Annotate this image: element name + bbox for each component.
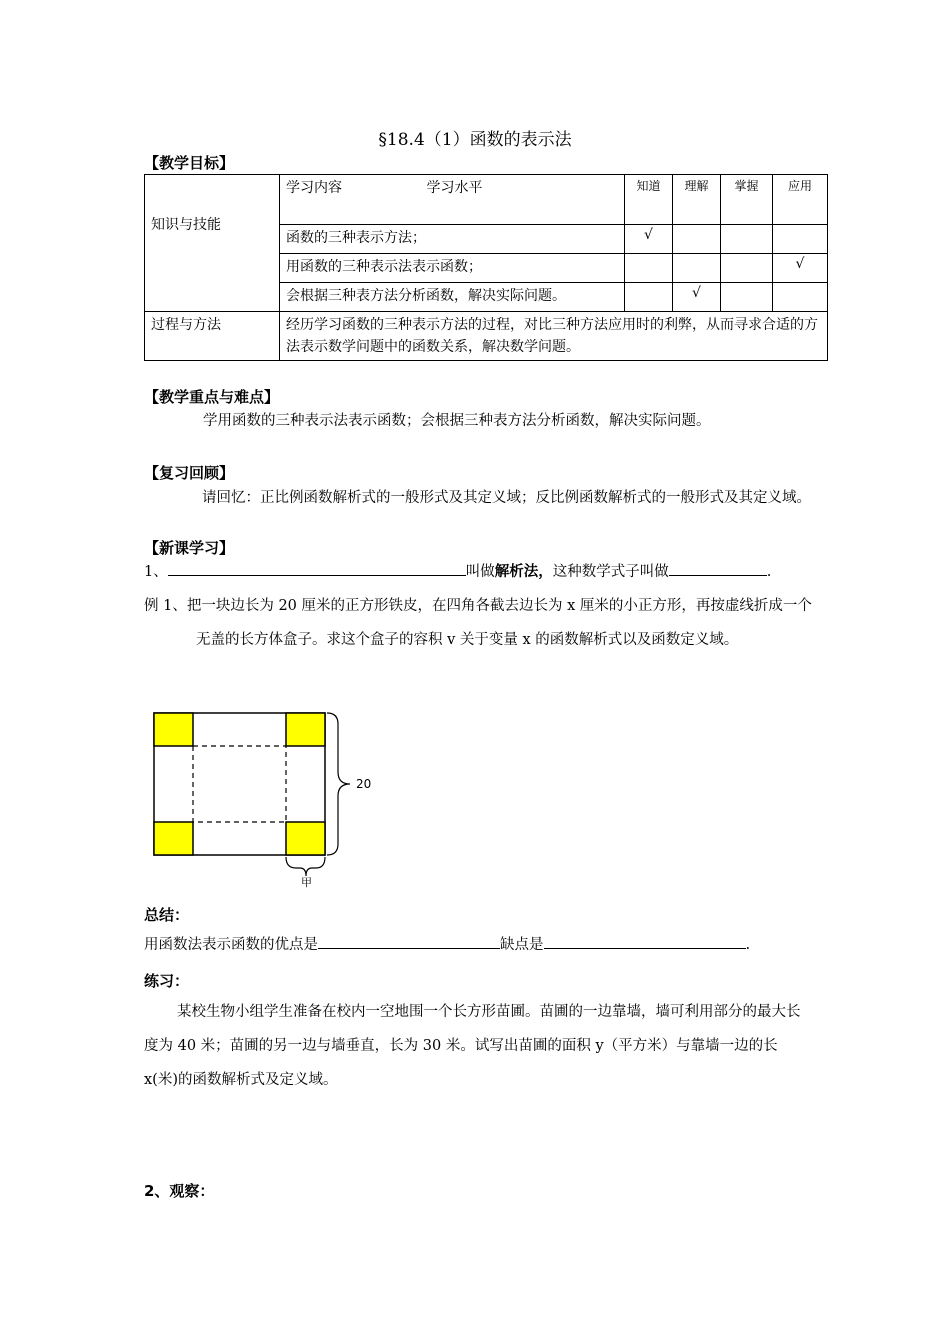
corner-square-tl — [154, 713, 193, 746]
label-20: 20 — [356, 777, 372, 791]
item1-number: 1、 — [144, 564, 168, 580]
header-cell — [280, 175, 625, 225]
corner-square-br — [286, 822, 325, 855]
blank-advantage[interactable] — [318, 934, 500, 949]
summary-prefix: 用函数法表示函数的优点是 — [144, 937, 318, 953]
right-brace — [327, 713, 350, 855]
row-label-process: 过程与方法 — [145, 312, 280, 361]
box-figure — [140, 700, 390, 890]
level-know: 知道 — [625, 175, 673, 225]
item1-end: . — [766, 564, 772, 580]
summary-heading: 总结： — [144, 906, 190, 924]
level-apply: 应用 — [773, 175, 828, 225]
practice-text: 某校生物小组学生准备在校内一空地围一个长方形苗圃。苗圃的一边靠墙，墙可利用部分的最大长度为 40 米；苗圃的另一边与墙垂直，长为 30 米。试写出苗圃的面积 y（平方米）与靠墙一边的长 x(米)的函数解析式及定义域。 — [144, 1004, 801, 1088]
new-lesson-heading: 【新课学习】 — [144, 539, 235, 557]
corner-square-tr — [286, 713, 325, 746]
key-heading: 【教学重点与难点】 — [144, 388, 280, 406]
check-mark: √ — [625, 225, 673, 254]
observe-heading: 2、观察： — [144, 1182, 215, 1200]
item1-mid: 叫做 — [465, 564, 495, 580]
item1-comma: ， — [538, 563, 553, 580]
item1-suffix: 这种数学式子叫做 — [552, 564, 669, 580]
row-label-knowledge: 知识与技能 — [145, 175, 280, 312]
bottom-brace — [286, 857, 325, 876]
corner-square-bl — [154, 822, 193, 855]
goals-table — [144, 174, 828, 361]
process-text: 经历学习函数的三种表示方法的过程，对比三种方法应用时的利弊，从而寻求合适的方法表示数学问题中的函数关系，解决数学问题。 — [280, 312, 828, 361]
page-title: §18.4（1）函数的表示法 — [378, 130, 572, 150]
level-master: 掌握 — [721, 175, 773, 225]
key-text: 学用函数的三种表示法表示函数；会根据三种表方法分析函数，解决实际问题。 — [203, 413, 711, 429]
item1-line — [144, 561, 771, 582]
review-heading: 【复习回顾】 — [144, 464, 235, 482]
check-mark: √ — [673, 283, 721, 312]
item-text: 会根据三种表方法分析函数，解决实际问题。 — [280, 283, 625, 312]
check-mark: √ — [773, 254, 828, 283]
review-text: 请回忆：正比例函数解析式的一般形式及其定义域；反比例函数解析式的一般形式及其定义域。 — [202, 490, 811, 506]
practice-heading: 练习： — [144, 972, 190, 990]
blank-term[interactable] — [669, 561, 767, 576]
col-content-label: 学习内容 — [286, 180, 342, 196]
item-text: 函数的三种表示方法； — [280, 225, 625, 254]
item-text: 用函数的三种表示法表示函数； — [280, 254, 625, 283]
summary-middle: 缺点是 — [500, 937, 544, 953]
summary-end: . — [745, 937, 751, 953]
col-level-label: 学习水平 — [426, 180, 483, 196]
summary-line — [144, 934, 750, 955]
goals-heading: 【教学目标】 — [144, 154, 235, 172]
label-jia: 甲 — [301, 876, 312, 889]
blank-disadvantage[interactable] — [544, 934, 746, 949]
blank-definition[interactable] — [168, 561, 466, 576]
example-1: 例 1、把一块边长为 20 厘米的正方形铁皮，在四角各截去边长为 x 厘米的小正方形，再按虚线折成一个无盖的长方体盒子。求这个盒子的容积 v 关于变量 x 的函数解析式以及函数定义域。 — [144, 598, 812, 648]
level-understand: 理解 — [673, 175, 721, 225]
term-analytic-method: 解析法 — [494, 563, 539, 580]
